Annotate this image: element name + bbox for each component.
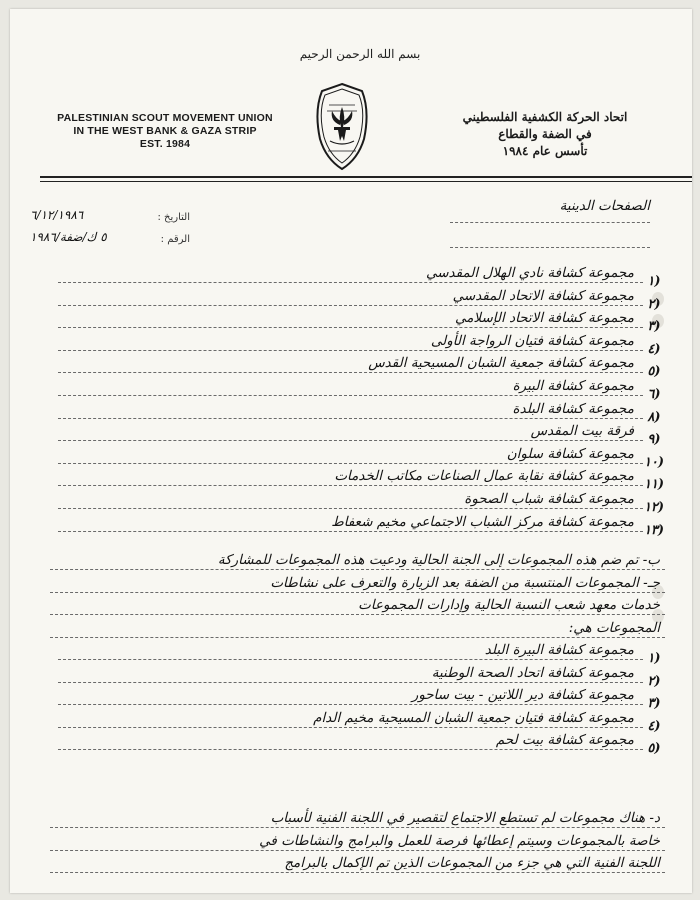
ruled-line xyxy=(450,247,650,248)
list-item: مجموعة كشافة البلدة xyxy=(512,400,634,417)
ruled-line xyxy=(58,282,643,283)
item-number: ٣) xyxy=(647,696,661,711)
basmala: بسم الله الرحمن الرحيم xyxy=(299,47,421,61)
ruled-line xyxy=(58,372,643,373)
org-name-arabic: اتحاد الحركة الكشفية الفلسطيني في الضفة والقطاع تأسس عام ١٩٨٤ xyxy=(462,110,628,158)
item-number: ١٣) xyxy=(643,522,665,538)
ruled-line xyxy=(50,850,665,851)
ruled-line xyxy=(450,222,650,223)
list-item: مجموعة كشافة سلوان xyxy=(506,445,634,462)
ruled-line xyxy=(58,682,643,683)
section-heading: الصفحات الدينية xyxy=(559,198,650,214)
ruled-line xyxy=(58,463,643,464)
item-number: ١٠) xyxy=(643,454,665,470)
list-item: مجموعة كشافة جمعية الشبان المسيحية القدس xyxy=(368,355,634,372)
paragraph-line: خدمات معهد شعب النسبة الحالية وإدارات المجموعات xyxy=(358,597,660,613)
list-item: مجموعة كشافة اتحاد الصحة الوطنية xyxy=(431,664,634,681)
ruled-line xyxy=(58,485,643,486)
item-number: ١) xyxy=(647,274,661,289)
ruled-line xyxy=(58,531,643,532)
scout-emblem-icon xyxy=(310,81,374,173)
ruled-line xyxy=(58,440,643,441)
list-item: مجموعة كشافة نقابة عمال الصناعات مكاتب الخدمات xyxy=(334,468,634,485)
list-item: مجموعة كشافة البيرة xyxy=(512,378,634,394)
paragraph-line: ب- تم ضم هذه المجموعات إلى الجنة الحالية ودعيت هذه المجموعات للمشاركة xyxy=(217,552,660,568)
ruled-line xyxy=(58,508,643,509)
item-number: ٩) xyxy=(647,432,661,448)
item-number: ٤) xyxy=(647,341,661,357)
paragraph-line: جـ- المجموعات المنتسبة من الضفة بعد الزيارة والتعرف على نشاطات xyxy=(270,574,660,591)
ruled-line xyxy=(58,704,643,705)
paragraph-line: المجموعات هي: xyxy=(568,619,660,636)
paragraph-line: اللجنة الفنية التي هي جزء من المجموعات الذين تم الإكمال بالبرامج xyxy=(284,855,660,871)
ruled-line xyxy=(50,872,665,873)
list-item: مجموعة كشافة نادي الهلال المقدسي xyxy=(425,265,634,281)
header-divider xyxy=(40,176,692,178)
list-item: مجموعة كشافة الاتحاد الإسلامي xyxy=(454,310,634,327)
item-number: ٨) xyxy=(647,409,661,425)
ruled-line xyxy=(58,395,643,396)
item-number: ٢) xyxy=(647,296,661,312)
ruled-line xyxy=(58,305,643,306)
paragraph-line: د- هناك مجموعات لم تستطع الاجتماع لتقصير في اللجنة الفنية لأسباب xyxy=(270,810,660,826)
header-divider xyxy=(40,181,692,182)
ruled-line xyxy=(58,749,643,750)
item-number: ٥) xyxy=(647,741,661,756)
ruled-line xyxy=(58,350,643,351)
item-number: ٢) xyxy=(647,673,661,689)
ruled-line xyxy=(58,327,643,328)
list-item: مجموعة كشافة البيرة البلد xyxy=(484,642,634,658)
paragraph-line: خاصة بالمجموعات وسيتم إعطائها فرصة للعمل والبرامج والنشاطات في xyxy=(259,832,660,849)
list-item: مجموعة كشافة الاتحاد المقدسي xyxy=(452,287,634,304)
ruled-line xyxy=(50,827,665,828)
list-item: مجموعة كشافة شباب الصحوة xyxy=(464,491,634,507)
list-item: مجموعة كشافة فتيان جمعية الشبان المسيحية مخيم الدام xyxy=(313,709,634,726)
item-number: ٤) xyxy=(647,718,661,734)
item-number: ١١) xyxy=(643,477,665,493)
date-value: ٦/١٢/١٩٨٦ xyxy=(30,208,84,222)
ruled-line xyxy=(50,637,665,638)
ruled-line xyxy=(50,614,665,615)
list-item: مجموعة كشافة فتيان الرواجة الأولى xyxy=(430,332,634,349)
item-number: ٦) xyxy=(647,387,661,402)
ruled-line xyxy=(58,418,643,419)
item-number: ٥) xyxy=(647,364,661,380)
item-number: ٣) xyxy=(647,319,661,335)
org-name-english: PALESTINIAN SCOUT MOVEMENT UNION IN THE WEST BANK & GAZA STRIP EST. 1984 xyxy=(57,112,273,150)
list-item: مجموعة كشافة دير اللاتين - بيت ساحور xyxy=(411,687,634,703)
ref-value: ٥ ك/ضفة/١٩٨٦ xyxy=(30,230,107,244)
ruled-line xyxy=(58,659,643,660)
ruled-line xyxy=(58,727,643,728)
list-item: مجموعة كشافة بيت لحم xyxy=(495,732,634,748)
list-item: فرقة بيت المقدس xyxy=(530,423,634,440)
letter-page xyxy=(10,9,692,893)
item-number: ١٢) xyxy=(643,500,665,515)
date-label: التاريخ : xyxy=(157,212,190,223)
item-number: ١) xyxy=(647,651,661,666)
ref-label: الرقم : xyxy=(160,234,190,245)
list-item: مجموعة كشافة مركز الشباب الاجتماعي مخيم شعفاط xyxy=(331,513,634,530)
ruled-line xyxy=(50,592,665,593)
ruled-line xyxy=(50,569,665,570)
